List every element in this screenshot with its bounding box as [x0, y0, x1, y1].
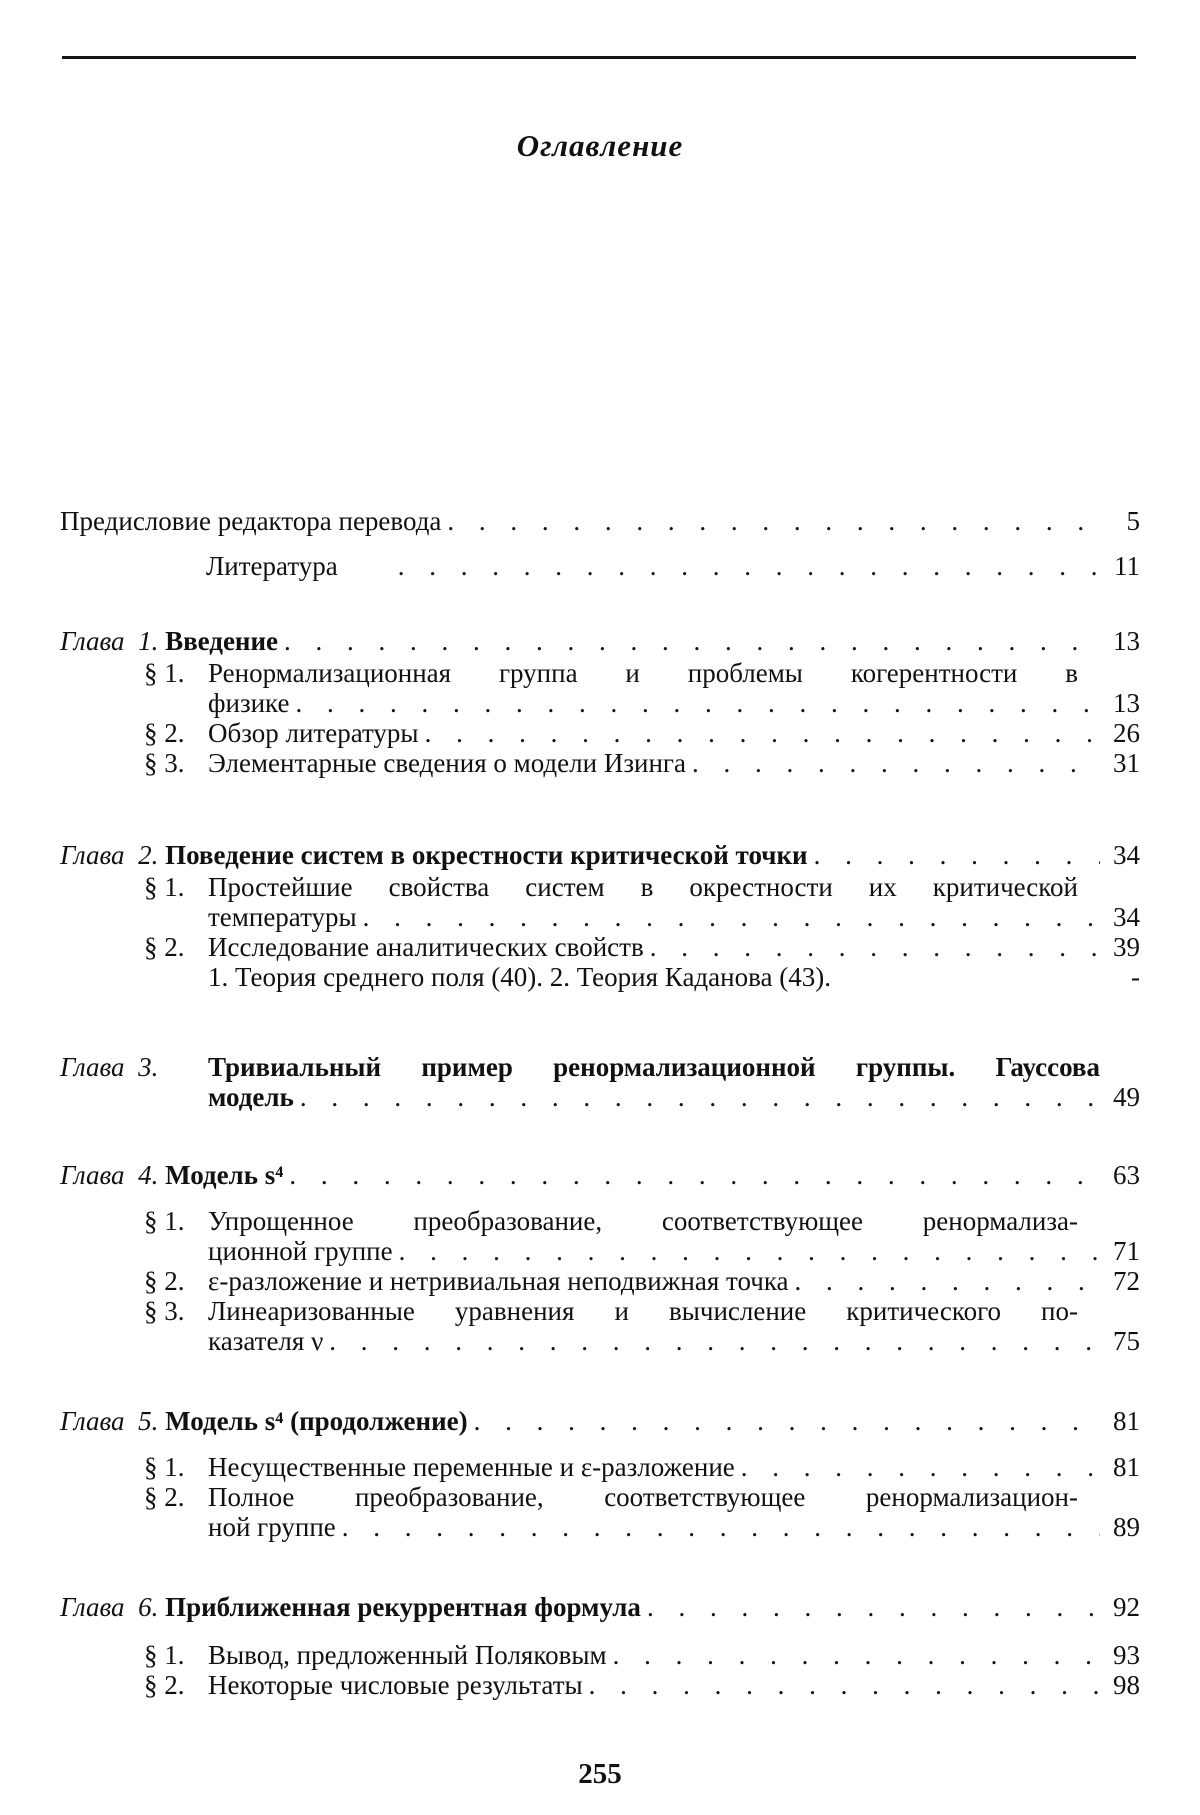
section-text: Полное преобразование, соответствующее ренормализацион-	[208, 1482, 1078, 1512]
chapter-4-heading	[60, 1160, 1140, 1190]
section-page: 75	[1113, 1326, 1140, 1356]
section-continuation: физике . . . 13	[208, 688, 1140, 718]
section-mark: § 1.	[144, 1206, 185, 1236]
section-mark: § 2.	[144, 1670, 185, 1700]
chapter-page: 81	[1113, 1406, 1140, 1436]
section-continuation: температуры . . . 34	[208, 902, 1140, 932]
dot-leader	[342, 1512, 1100, 1542]
section-page: 72	[1113, 1266, 1140, 1296]
section-mark: § 1.	[144, 1640, 185, 1670]
section-mark: § 1.	[144, 1452, 185, 1482]
entry-page: 5	[1126, 506, 1140, 536]
section-entry: Элементарные сведения о модели Изинга . . . 31	[208, 748, 1140, 778]
section-mark: § 2.	[144, 932, 185, 962]
toc-entry-literature	[206, 551, 1140, 581]
dot-leader	[650, 932, 1100, 962]
section-entry: Несущественные переменные и ε-разложение . . . 81	[208, 1452, 1140, 1482]
chapter-title: Приближенная рекуррентная формула	[165, 1592, 641, 1622]
section-text: Простейшие свойства систем в окрестности их критической	[208, 872, 1078, 902]
chapter-6-heading	[60, 1592, 1140, 1622]
section-page: 39	[1113, 932, 1140, 962]
dot-leader	[425, 718, 1100, 748]
section-mark: § 2.	[144, 718, 185, 748]
section-entry: ε-разложение и нетривиальная неподвижная точка . . . 72	[208, 1266, 1140, 1296]
chapter-word: Глава	[60, 1052, 125, 1082]
chapter-3-heading	[60, 1052, 158, 1082]
section-mark: § 1.	[144, 872, 185, 902]
dot-leader	[589, 1670, 1100, 1700]
dot-leader	[814, 840, 1100, 870]
chapter-page: 92	[1113, 1592, 1140, 1622]
chapter-number: 5.	[138, 1406, 159, 1436]
dot-leader	[289, 1160, 1100, 1190]
chapter-title: Модель s⁴ (продолжение)	[165, 1406, 468, 1436]
entry-page: 11	[1114, 551, 1140, 581]
chapter-1-heading	[60, 626, 1140, 656]
entry-label: Предисловие редактора перевода	[60, 506, 442, 536]
section-entry: Обзор литературы . . . 26	[208, 718, 1140, 748]
section-mark: § 2.	[144, 1266, 185, 1296]
chapter-number: 6.	[138, 1592, 159, 1622]
chapter-title: Модель s⁴	[165, 1160, 284, 1190]
chapter-number: 4.	[138, 1160, 159, 1190]
chapter-title: Введение	[165, 626, 279, 656]
dot-leader	[741, 1452, 1100, 1482]
chapter-word: Глава	[60, 1406, 125, 1436]
subsection-line: 1. Теория среднего поля (40). 2. Теория Каданова (43).	[208, 962, 831, 992]
chapter-title: Тривиальный пример ренормализационной группы. Гауссова	[208, 1052, 1100, 1082]
section-page: 13	[1113, 688, 1140, 718]
section-continuation: ной группе . . . 89	[208, 1512, 1140, 1542]
dot-leader	[300, 1082, 1100, 1112]
chapter-number: 3.	[138, 1052, 159, 1082]
chapter-page: 63	[1113, 1160, 1140, 1190]
dot-leader	[692, 748, 1100, 778]
dot-leader	[613, 1640, 1100, 1670]
section-text: Линеаризованные уравнения и вычисление критического по-	[208, 1296, 1078, 1326]
dot-leader	[329, 1326, 1100, 1356]
chapter-5-heading	[60, 1406, 1140, 1436]
dot-leader	[399, 1236, 1100, 1266]
dot-leader	[296, 688, 1101, 718]
page-title: Оглавление	[516, 128, 684, 163]
chapter-2-heading	[60, 840, 1140, 870]
dot-leader	[647, 1592, 1100, 1622]
dot-leader	[398, 551, 1100, 581]
section-page: 89	[1113, 1512, 1140, 1542]
subsection-page: -	[1131, 962, 1140, 992]
section-mark: § 3.	[144, 748, 185, 778]
section-mark: § 1.	[144, 658, 185, 688]
chapter-page: 34	[1113, 840, 1140, 870]
section-page: 71	[1113, 1236, 1140, 1266]
dot-leader	[363, 902, 1100, 932]
chapter-word: Глава	[60, 1160, 125, 1190]
chapter-title: Поведение систем в окрестности критической точки	[165, 840, 808, 870]
section-continuation: казателя ν . . . 75	[208, 1326, 1140, 1356]
section-page: 34	[1113, 902, 1140, 932]
chapter-title-continuation: модель . . . 49	[208, 1082, 1140, 1112]
section-mark: § 2.	[144, 1482, 185, 1512]
toc-entry-preface	[60, 506, 1140, 536]
section-continuation: ционной группе . . . 71	[208, 1236, 1140, 1266]
section-page: 31	[1113, 748, 1140, 778]
page-number: 255	[578, 1758, 622, 1790]
top-rule	[62, 56, 1136, 59]
entry-label: Литература	[206, 551, 338, 581]
chapter-page: 49	[1113, 1082, 1140, 1112]
section-text: Ренормализационная группа и проблемы когерентности в	[208, 658, 1078, 688]
chapter-number: 2.	[138, 840, 159, 870]
chapter-number: 1.	[138, 626, 159, 656]
chapter-page: 13	[1113, 626, 1140, 656]
section-page: 81	[1113, 1452, 1140, 1482]
section-text: Упрощенное преобразование, соответствующее ренормализа-	[208, 1206, 1078, 1236]
section-page: 26	[1113, 718, 1140, 748]
section-page: 98	[1113, 1670, 1140, 1700]
chapter-word: Глава	[60, 840, 125, 870]
dot-leader	[284, 626, 1100, 656]
section-entry: Некоторые числовые результаты . . . 98	[208, 1670, 1140, 1700]
section-entry: Вывод, предложенный Поляковым . . . 93	[208, 1640, 1140, 1670]
section-entry: Исследование аналитических свойств . . . 39	[208, 932, 1140, 962]
dot-leader	[474, 1406, 1100, 1436]
section-mark: § 3.	[144, 1296, 185, 1326]
section-page: 93	[1113, 1640, 1140, 1670]
dot-leader	[795, 1266, 1100, 1296]
dot-leader	[447, 506, 1100, 536]
chapter-word: Глава	[60, 1592, 125, 1622]
chapter-word: Глава	[60, 626, 125, 656]
